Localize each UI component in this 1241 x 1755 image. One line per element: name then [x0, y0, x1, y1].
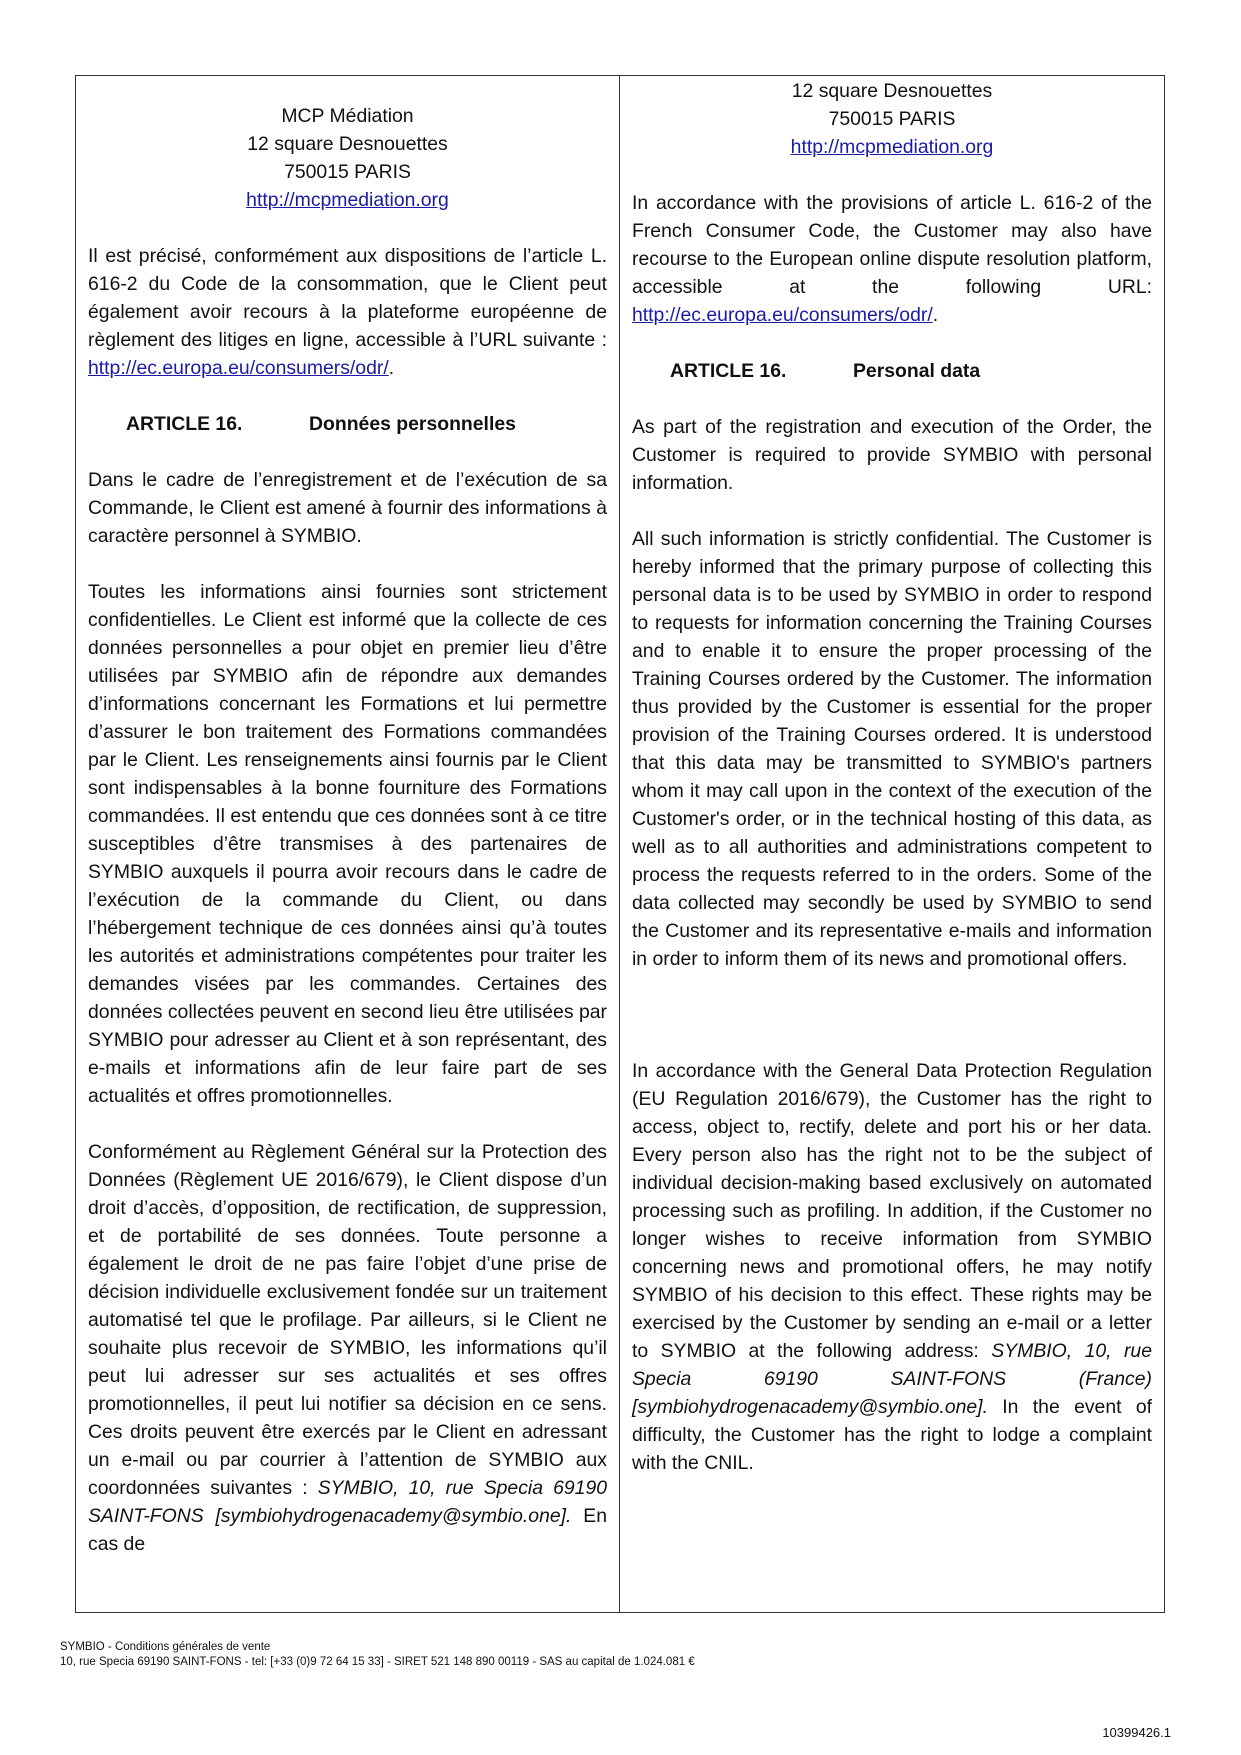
- symbio-address-en: SYMBIO, 10, rue Specia 69190 SAINT-FONS (France) [symbiohydrogenacademy@symbio.one].: [632, 1340, 1152, 1418]
- odr-paragraph-fr: Il est précisé, conformément aux dispositions de l’article L. 616-2 du Code de la consommation, que le Client peut également avoir recours à la plateforme européenne de règlement des litiges en ligne, accessible à l’URL suivante : http://ec.europa.eu/consumers/odr/.: [88, 245, 607, 379]
- french-column: [76, 76, 620, 1612]
- odr-paragraph-en: In accordance with the provisions of article L. 616-2 of the French Consumer Code, the Customer may also have recourse to the European online dispute resolution platform, accessible at the following URL: http://ec.europa.eu/consumers/odr/.: [632, 192, 1152, 326]
- mediator-link-en[interactable]: http://mcpmediation.org: [790, 136, 994, 158]
- mediator-street-en: 12 square Desnouettes: [791, 80, 993, 102]
- article-title-fr: Données personnelles: [309, 413, 516, 435]
- mediator-city-fr: 750015 PARIS: [284, 161, 411, 183]
- footer-title: SYMBIO - Conditions générales de vente: [60, 1641, 271, 1653]
- article-title-en: Personal data: [853, 360, 981, 382]
- odr-link-fr[interactable]: http://ec.europa.eu/consumers/odr/: [88, 357, 389, 379]
- english-column: [620, 76, 1164, 1612]
- mediator-link-fr[interactable]: http://mcpmediation.org: [246, 189, 449, 211]
- mediator-name-fr: MCP Médiation: [281, 105, 414, 127]
- paragraph-3-en: In accordance with the General Data Protection Regulation (EU Regulation 2016/679), the Customer has the right to access, object to, rectify, delete and port his or her data. Every person also has the right not to be the subject of individual decision-making based exclusively on automated processing such as profiling. In addition, if the Customer no longer wishes to receive information from SYMBIO concerning news and promotional offers, he may notify SYMBIO of his decision to this effect. These rights may be exercised by the Customer by sending an e-mail or a letter to SYMBIO at the following address: SYMBIO, 10, rue Specia 69190 SAINT-FONS (France) [symbiohydrogenacademy@symbio.one]. In the event of difficulty, the Customer has the right to lodge a complaint with the CNIL.: [632, 1060, 1152, 1474]
- paragraph-2-en: All such information is strictly confidential. The Customer is hereby informed that the primary purpose of collecting this personal data is to be used by SYMBIO in order to respond to requests for information concerning the Training Courses and to enable it to ensure the proper processing of the Training Courses ordered by the Customer. The information thus provided by the Customer is essential for the proper provision of the Training Courses ordered. It is understood that this data may be transmitted to SYMBIO's partners whom it may call upon in the context of the execution of the Customer's order, or in the technical hosting of this data, as well as to all authorities and administrations competent to process the requests referred to in the orders. Some of the data collected may secondly be used by SYMBIO to send the Customer and its representative e-mails and information in order to inform them of its news and promotional offers.: [632, 528, 1152, 970]
- paragraph-1-en: As part of the registration and execution of the Order, the Customer is required to provide SYMBIO with personal information.: [632, 416, 1152, 494]
- bilingual-terms-table: [75, 75, 1165, 1613]
- mediator-street-fr: 12 square Desnouettes: [247, 133, 448, 155]
- document-number: 10399426.1: [1102, 1725, 1171, 1740]
- odr-link-en[interactable]: http://ec.europa.eu/consumers/odr/: [632, 304, 933, 326]
- article-number-en: ARTICLE 16.: [670, 360, 787, 382]
- paragraph-2-fr: Toutes les informations ainsi fournies sont strictement confidentielles. Le Client est informé que la collecte de ces données personnelles a pour objet en premier lieu d’être utilisées par SYMBIO afin de répondre aux demandes d’informations concernant les Formations et lui permettre d’assurer le bon traitement des Formations commandées par le Client. Les renseignements ainsi fournis par le Client sont indispensables à la bonne fourniture des Formations commandées. Il est entendu que ces données sont à ce titre susceptibles d’être transmises à des partenaires de SYMBIO auxquels il pourra avoir recours dans le cadre de l’exécution de la commande du Client, ou dans l’hébergement technique de ces données ainsi qu’à toutes les autorités et administrations compétentes pour traiter les demandes visées par les commandes. Certaines des données collectées peuvent en second lieu être utilisées par SYMBIO pour adresser au Client et à son représentant, des e-mails et informations afin de leur faire part de ses actualités et offres promotionnelles.: [88, 581, 607, 1107]
- article-heading-fr: [88, 410, 607, 438]
- symbio-address-fr: SYMBIO, 10, rue Specia 69190 SAINT-FONS [symbiohydrogenacademy@symbio.one].: [88, 1477, 608, 1527]
- paragraph-3-fr: Conformément au Règlement Général sur la Protection des Données (Règlement UE 2016/679), le Client dispose d’un droit d’accès, d’opposition, de rectification, de suppression, et de portabilité de ses données. Toute personne a également le droit de ne pas faire l’objet d’une prise de décision individuelle exclusivement fondée sur un traitement automatisé tel que le profilage. Par ailleurs, si le Client ne souhaite plus recevoir de SYMBIO, les informations qu’il peut lui adresser sur ses actualités et ses offres promotionnelles, il peut lui notifier sa décision en ce sens. Ces droits peuvent être exercés par le Client en adressant un e-mail ou par courrier à l’attention de SYMBIO aux coordonnées suivantes : SYMBIO, 10, rue Specia 69190 SAINT-FONS [symbiohydrogenacademy@symbio.one]. En cas de: [88, 1141, 608, 1555]
- paragraph-1-fr: Dans le cadre de l’enregistrement et de l’exécution de sa Commande, le Client est amené à fournir des informations à caractère personnel à SYMBIO.: [88, 469, 607, 547]
- article-number-fr: ARTICLE 16.: [126, 413, 243, 435]
- mediator-city-en: 750015 PARIS: [828, 108, 956, 130]
- page-footer: [60, 1640, 695, 1670]
- footer-company-info: 10, rue Specia 69190 SAINT-FONS - tel: [+33 (0)9 72 64 15 33] - SIRET 521 148 890 00119 - SAS au capital de 1.024.081 €: [60, 1656, 695, 1668]
- article-heading-en: [632, 357, 1152, 385]
